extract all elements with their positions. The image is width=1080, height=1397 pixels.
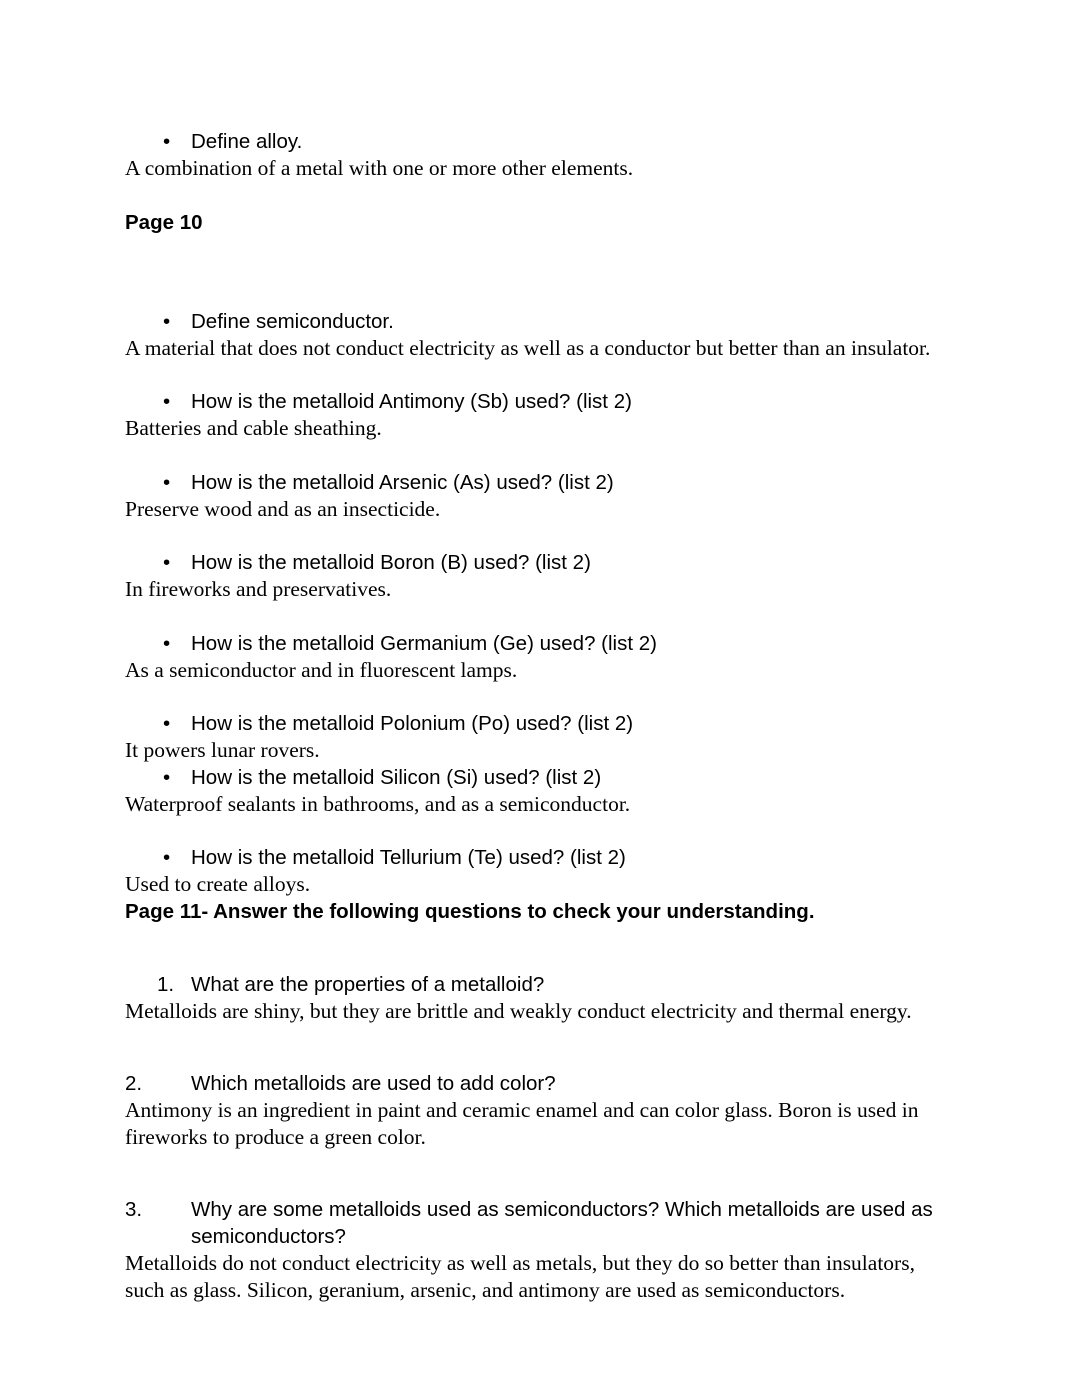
bullet-item-label: How is the metalloid Polonium (Po) used? (list 2) <box>191 712 634 735</box>
bullet-item-label: How is the metalloid Germanium (Ge) used? (list 2) <box>191 631 657 655</box>
question-text: Which metalloids are used to add color? <box>191 1072 556 1095</box>
answer-question-2: Antimony is an ingredient in paint and ceramic enamel and can color glass. Boron is used in fireworks to produce a green color. <box>125 1098 919 1149</box>
answer-antimony: Batteries and cable sheathing. <box>125 416 382 440</box>
question-text: Why are some metalloids used as semiconductors? Which metalloids are used as semiconductors? <box>191 1198 933 1248</box>
bullet-icon: • <box>163 390 171 413</box>
question-number: 2. <box>125 1072 143 1095</box>
answer-question-3: Metalloids do not conduct electricity as well as metals, but they do so better than insulators, such as glass. Silicon, geranium, arsenic, and antimony are used as semiconductors. <box>125 1251 915 1302</box>
bullet-item-germanium <box>125 630 955 657</box>
spacer <box>125 361 955 388</box>
numbered-question-2 <box>125 1070 955 1097</box>
document-content <box>125 128 955 1303</box>
answer-silicon: Waterproof sealants in bathrooms, and as a semiconductor. <box>125 791 631 816</box>
spacer <box>125 1024 955 1070</box>
bullet-item-label: How is the metalloid Arsenic (As) used? (list 2) <box>191 470 614 494</box>
answer-polonium: It powers lunar rovers. <box>125 738 320 762</box>
answer-arsenic: Preserve wood and as an insecticide. <box>125 496 441 521</box>
answer-germanium: As a semiconductor and in fluorescent lamps. <box>125 657 518 682</box>
bullet-item-antimony <box>125 388 955 415</box>
question-number: 1. <box>157 972 175 996</box>
bullet-item-label: How is the metalloid Silicon (Si) used? (list 2) <box>191 765 602 789</box>
bullet-item-define-alloy <box>125 128 955 155</box>
answer-question-1: Metalloids are shiny, but they are brittle and weakly conduct electricity and thermal energy. <box>125 998 912 1023</box>
bullet-item-label: How is the metalloid Antimony (Sb) used? (list 2) <box>191 390 632 413</box>
bullet-icon: • <box>163 551 171 574</box>
bullet-icon: • <box>163 470 171 494</box>
bullet-item-tellurium <box>125 844 955 871</box>
bullet-icon: • <box>163 309 171 333</box>
bullet-icon: • <box>163 130 171 153</box>
spacer <box>125 182 955 209</box>
answer-define-alloy: A combination of a metal with one or more other elements. <box>125 156 634 180</box>
spacer <box>125 236 955 308</box>
answer-boron: In fireworks and preservatives. <box>125 577 392 601</box>
numbered-question-1 <box>125 971 955 998</box>
bullet-icon: • <box>163 631 171 655</box>
spacer <box>125 683 955 710</box>
answer-define-semiconductor: A material that does not conduct electricity as well as a conductor but better than an insulator. <box>125 335 931 360</box>
numbered-question-3 <box>125 1196 955 1250</box>
bullet-icon: • <box>163 846 171 869</box>
spacer <box>125 925 955 971</box>
page-11-heading: Page 11- Answer the following questions to check your understanding. <box>125 899 815 923</box>
page-10-heading: Page 10 <box>125 210 203 234</box>
bullet-icon: • <box>163 712 171 735</box>
spacer <box>125 1150 955 1196</box>
bullet-item-boron <box>125 549 955 576</box>
question-text: What are the properties of a metalloid? <box>191 972 545 996</box>
spacer <box>125 817 955 844</box>
spacer <box>125 522 955 549</box>
bullet-item-silicon <box>125 764 955 791</box>
spacer <box>125 442 955 469</box>
bullet-item-label: How is the metalloid Boron (B) used? (list 2) <box>191 551 591 574</box>
bullet-item-label: How is the metalloid Tellurium (Te) used? (list 2) <box>191 846 626 869</box>
bullet-item-define-semiconductor <box>125 308 955 335</box>
question-number: 3. <box>125 1198 143 1221</box>
answer-tellurium: Used to create alloys. <box>125 872 311 896</box>
bullet-item-polonium <box>125 710 955 737</box>
bullet-item-label: Define alloy. <box>191 130 303 153</box>
spacer <box>125 603 955 630</box>
bullet-item-arsenic <box>125 469 955 496</box>
bullet-icon: • <box>163 765 171 789</box>
bullet-item-label: Define semiconductor. <box>191 309 394 333</box>
